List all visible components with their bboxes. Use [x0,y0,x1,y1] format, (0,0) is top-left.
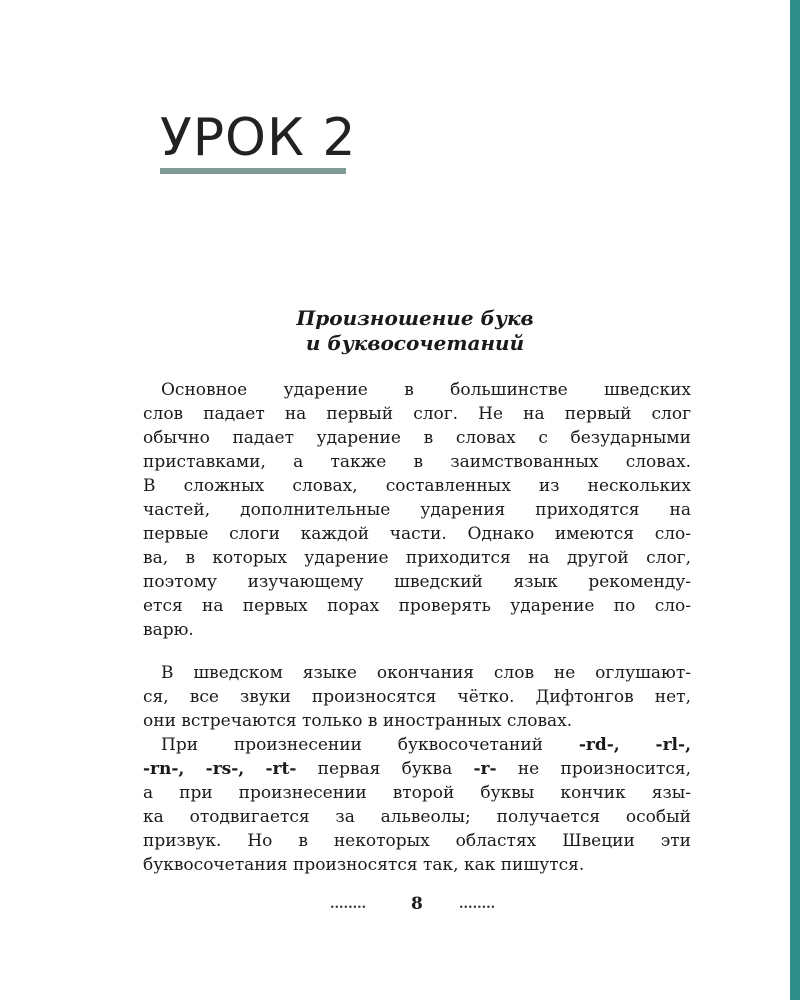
section-heading-line-2: и буквосочетаний [305,331,525,355]
paragraph-devoicing [143,661,691,733]
text-line: первые слоги каждой части. Однако имеются сло- [143,524,691,544]
text-line [143,757,691,781]
text-line: В сложных словах, составленных из нескольких [143,476,691,496]
letter-r: -r- [473,759,497,779]
text-line: буквосочетания произносятся так, как пишутся. [143,855,585,875]
text-line: призвук. Но в некоторых областях Швеции эти [143,831,691,851]
text-fragment: не произносится, [496,759,692,779]
text-line: частей, дополнительные ударения приходятся на [143,500,691,520]
text-line: ка отодвигается за альвеолы; получается особый [143,807,691,827]
combo-rl: -rl-, [655,735,691,755]
text-line: поэтому изучающему шведский язык рекоменду- [143,572,691,592]
text-line: они встречаются только в иностранных словах. [143,711,573,731]
section-heading [140,306,690,356]
combo-rn: -rn-, [143,759,185,779]
paragraph-letter-combinations [143,733,691,877]
text-line: обычно падает ударение в словах с безударными [143,428,691,448]
text-line: а при произнесении второй буквы кончик язы- [143,783,691,803]
text-line: В шведском языке окончания слов не оглушают- [161,663,691,683]
footer-dots-left: ........ [330,897,367,912]
text-fragment: При произнесении буквосочетаний [161,735,543,755]
combo-rd: -rd-, [578,735,620,755]
text-fragment: первая буква [296,759,474,779]
combo-rs: -rs-, [205,759,245,779]
page-number: 8 [411,894,423,914]
text-line [143,733,691,757]
page-footer [0,894,800,917]
page-edge-bar [790,0,800,1000]
combo-rt: -rt- [265,759,297,779]
paragraph-stress [143,378,691,642]
text-line: варю. [143,620,194,640]
title-underline [160,168,346,174]
text-line: слов падает на первый слог. Не на первый слог [143,404,691,424]
text-line: приставками, а также в заимствованных словах. [143,452,691,472]
text-line: Основное ударение в большинстве шведских [161,380,691,400]
section-heading-line-1: Произношение букв [296,306,534,330]
text-line: ся, все звуки произносятся чётко. Дифтонгов нет, [143,687,691,707]
text-line: ва, в которых ударение приходится на другой слог, [143,548,691,568]
text-line: ется на первых порах проверять ударение по сло- [143,596,691,616]
lesson-title: УРОК 2 [160,108,357,168]
footer-dots-right: ........ [459,897,496,912]
